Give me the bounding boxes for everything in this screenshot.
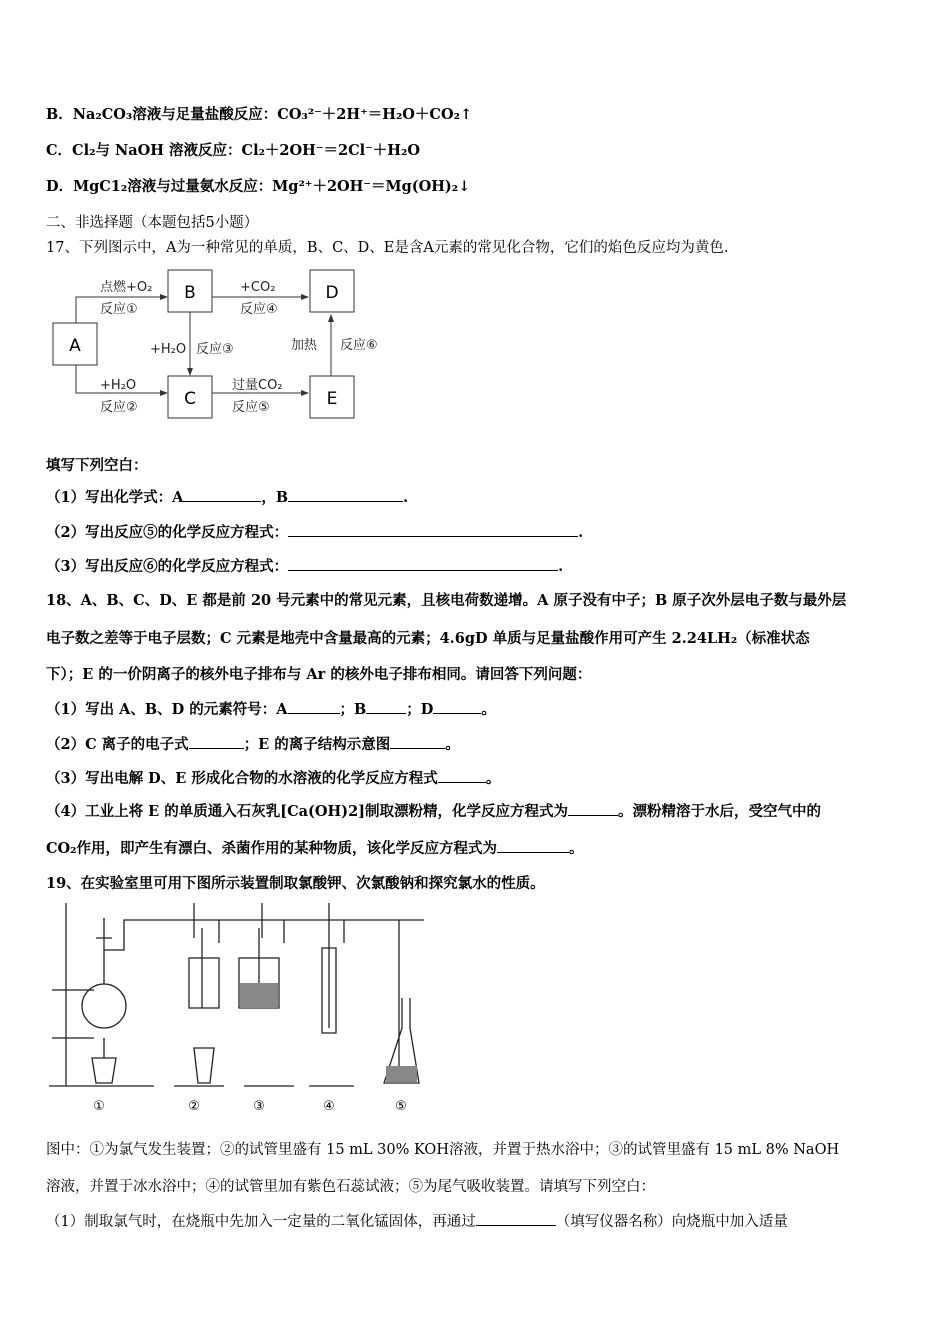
q18-p1-a: （1）写出 A、B、D 的元素符号：A	[46, 701, 288, 718]
q18-p2-end: 。	[445, 736, 460, 753]
q19-part1	[46, 1210, 788, 1231]
answer-blank[interactable]	[288, 556, 558, 572]
q18-p1-c: ；D	[406, 701, 434, 718]
apparatus-label-4: ④	[323, 1099, 335, 1114]
answer-blank[interactable]	[288, 699, 340, 715]
q18-p1-b: ；B	[339, 701, 367, 718]
q17-p1-end: .	[403, 489, 409, 506]
q19-stem: 19、在实验室里可用下图所示装置制取氯酸钾、次氯酸钠和探究氯水的性质。	[46, 875, 545, 892]
edge-label: 反应①	[100, 302, 138, 317]
q18-p1-end: 。	[481, 701, 496, 718]
answer-blank[interactable]	[366, 699, 406, 715]
q19-desc1: 图中：①为氯气发生装置；②的试管里盛有 15 mL 30% KOH溶液，并置于热水浴中；③的试管里盛有 15 mL 8% NaOH	[46, 1142, 840, 1158]
option-d-equation: Mg²⁺＋2OH⁻＝Mg(OH)₂↓	[272, 178, 471, 195]
q19-desc2: 溶液，并置于冰水浴中；④的试管里加有紫色石蕊试液；⑤为尾气吸收装置。请填写下列空白：	[46, 1179, 655, 1195]
q17-p3: （3）写出反应⑥的化学反应方程式：	[46, 558, 289, 575]
node-e: E	[326, 389, 338, 409]
edge-label: 反应⑤	[232, 400, 270, 415]
q18-part4-cont	[46, 837, 584, 858]
option-b	[46, 103, 472, 124]
answer-blank[interactable]	[438, 768, 486, 784]
q17-part3	[46, 555, 563, 576]
edge-label: 加热	[291, 338, 318, 353]
q18-p3-end: 。	[485, 770, 501, 787]
answer-blank[interactable]	[390, 734, 445, 750]
q17-stem: 17、下列图示中，A为一种常见的单质，B、C、D、E是含A元素的常见化合物，它们的焰色反应均为黄色.	[46, 240, 729, 256]
option-d-label: D．MgC1₂溶液与过量氨水反应：	[46, 178, 273, 195]
q19-p1-b: （填写仪器名称）向烧瓶中加入适量	[555, 1214, 788, 1230]
q17-part2	[46, 521, 583, 542]
node-a: A	[69, 336, 81, 356]
edge-label: 反应②	[100, 400, 138, 415]
q18-p4-end: 。	[569, 840, 584, 857]
answer-blank[interactable]	[568, 801, 618, 817]
edge-label: +H₂O	[100, 378, 137, 393]
q17-part1	[46, 486, 408, 507]
q18-line2: 电子数之差等于电子层数；C 元素是地壳中含量最高的元素；4.6gD 单质与足量盐酸作用可产生 2.24LH₂（标准状态	[46, 630, 810, 647]
q17-p2-end: .	[578, 524, 584, 541]
option-c	[46, 139, 420, 160]
apparatus-label-5: ⑤	[395, 1099, 407, 1114]
edge-label: +H₂O	[150, 342, 187, 357]
q18-p3: （3）写出电解 D、E 形成化合物的水溶液的化学反应方程式	[46, 770, 438, 787]
q17-p2: （2）写出反应⑤的化学反应方程式：	[46, 524, 289, 541]
apparatus-label-3: ③	[253, 1099, 265, 1114]
q18-line1: 18、A、B、C、D、E 都是前 20 号元素中的常见元素，且核电荷数递增。A 原子没有中子；B 原子次外层电子数与最外层	[46, 592, 847, 609]
q19-p1-a: （1）制取氯气时，在烧瓶中先加入一定量的二氧化锰固体，再通过	[46, 1214, 476, 1230]
section-title: 二、非选择题（本题包括5小题）	[46, 215, 259, 231]
q18-line3: 下）；E 的一价阴离子的核外电子排布与 Ar 的核外电子排布相同。请回答下列问题：	[46, 666, 592, 683]
answer-blank[interactable]	[497, 838, 569, 854]
q17-p3-end: .	[558, 558, 564, 575]
option-b-equation: CO₃²⁻＋2H⁺＝H₂O＋CO₂↑	[277, 106, 473, 123]
q18-part2	[46, 733, 460, 754]
node-c: C	[184, 389, 196, 409]
answer-blank[interactable]	[288, 487, 403, 503]
option-c-label: C．Cl₂与 NaOH 溶液反应：	[46, 142, 242, 159]
edge-label: 过量CO₂	[232, 378, 283, 393]
answer-blank[interactable]	[189, 734, 244, 750]
node-b: B	[184, 283, 196, 303]
q18-p2-a: （2）C 离子的电子式	[46, 736, 189, 753]
answer-blank[interactable]	[183, 487, 261, 503]
q18-part3	[46, 767, 500, 788]
q18-p4-b: 。漂粉精溶于水后，受空气中的	[618, 803, 822, 820]
option-b-label: B．Na₂CO₃溶液与足量盐酸反应：	[46, 106, 278, 123]
q17-fill-prompt: 填写下列空白：	[46, 457, 148, 474]
edge-label: 反应④	[240, 302, 278, 317]
q17-p1-b: ，B	[261, 489, 289, 506]
answer-blank[interactable]	[288, 522, 578, 538]
q18-p4-a: （4）工业上将 E 的单质通入石灰乳[Ca(OH)2]制取漂粉精，化学反应方程式为	[46, 803, 569, 820]
edge-label: 反应③	[196, 342, 234, 357]
edge-label: 反应⑥	[340, 338, 378, 353]
option-d	[46, 175, 470, 196]
edge-label: 点燃+O₂	[100, 280, 153, 295]
q18-p4-c: CO₂作用，即产生有漂白、杀菌作用的某种物质，该化学反应方程式为	[46, 840, 498, 857]
option-c-equation: Cl₂＋2OH⁻＝2Cl⁻＋H₂O	[241, 142, 420, 159]
lab-apparatus-figure	[44, 898, 424, 1118]
edge-label: +CO₂	[240, 280, 276, 295]
q17-flow-diagram	[40, 265, 440, 425]
q18-part1	[46, 698, 496, 719]
answer-blank[interactable]	[476, 1211, 556, 1227]
q18-part4	[46, 800, 821, 821]
q17-p1-a: （1）写出化学式：A	[46, 489, 184, 506]
answer-blank[interactable]	[433, 699, 481, 715]
q18-p2-b: ；E 的离子结构示意图	[243, 736, 391, 753]
apparatus-label-2: ②	[188, 1099, 200, 1114]
node-d: D	[325, 283, 339, 303]
apparatus-label-1: ①	[93, 1099, 105, 1114]
